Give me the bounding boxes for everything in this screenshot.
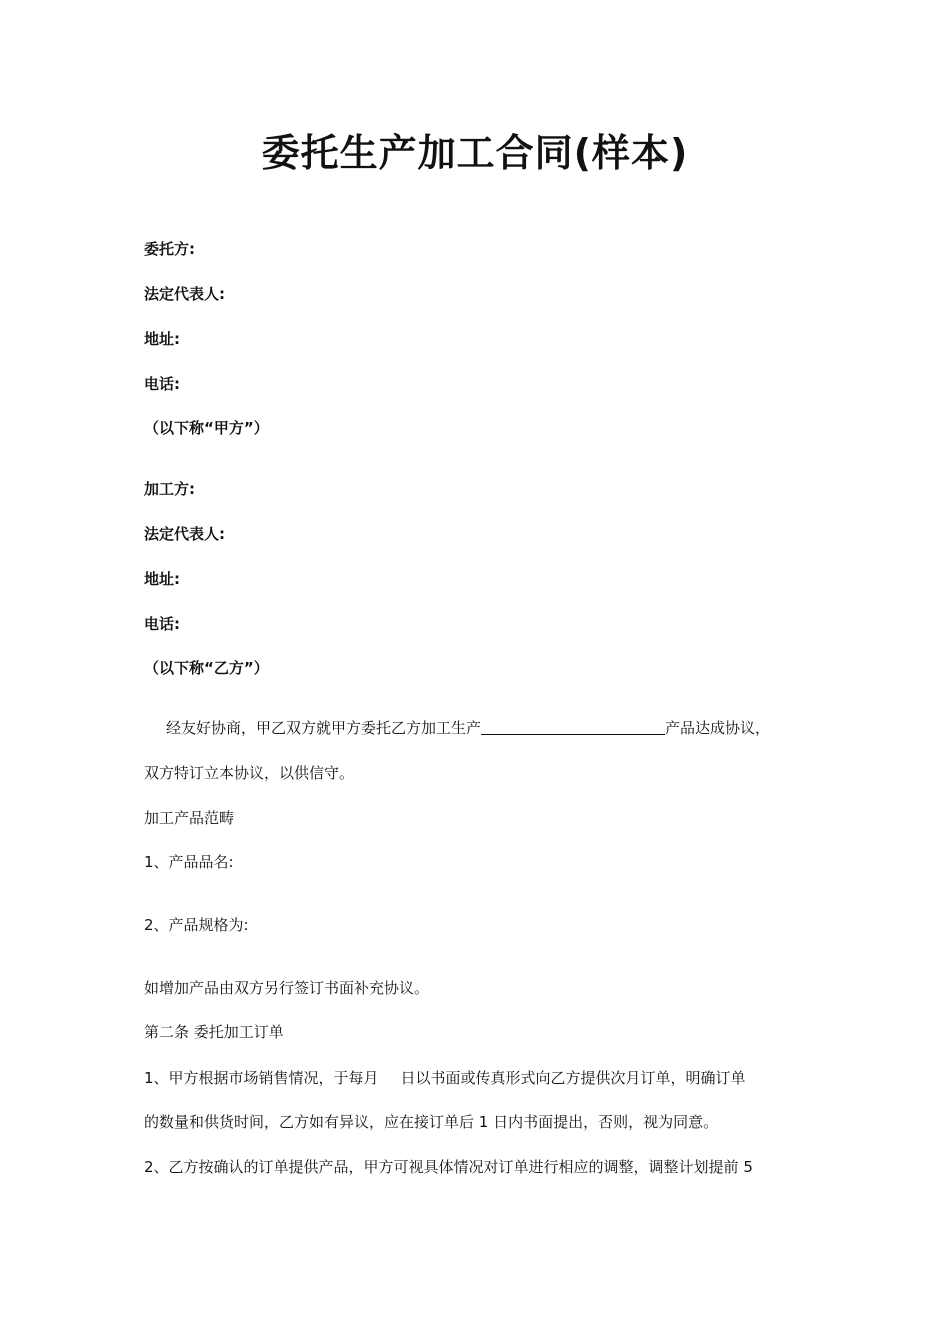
intro-line-2: 双方特订立本协议，以供信守。 [144,764,355,782]
party-a-address-label: 地址: [144,330,180,348]
section1-item-2: 2、产品规格为: [144,916,249,934]
party-b-phone-label: 电话: [144,615,180,633]
party-a-rep-label: 法定代表人: [144,285,225,303]
section1-heading: 加工产品范畴 [144,809,235,827]
section2-item-2: 2、乙方按确认的订单提供产品，甲方可视具体情况对订单进行相应的调整，调整计划提前 5 [144,1158,753,1176]
section2-item-1-part-b: 日以书面或传真形式向乙方提供次月订单，明确订单 [400,1069,746,1087]
party-b-address-label: 地址: [144,570,180,588]
product-blank-line [481,720,665,735]
section1-item-1: 1、产品品名: [144,853,234,871]
party-b-name-label: 加工方: [144,480,195,498]
section1-note: 如增加产品由双方另行签订书面补充协议。 [144,979,430,997]
party-b-alias: （以下称“乙方”） [144,659,269,677]
party-b-rep-label: 法定代表人: [144,525,225,543]
intro-text-after-blank: 产品达成协议， [665,719,771,737]
section2-item-1-part-a: 1、甲方根据市场销售情况，于每月 [144,1069,379,1087]
intro-text-before-blank: 经友好协商，甲乙双方就甲方委托乙方加工生产 [166,719,482,737]
section2-item-1-line-2: 的数量和供货时间，乙方如有异议，应在接订单后 1 日内书面提出，否则，视为同意。 [144,1113,719,1131]
party-a-alias: （以下称“甲方”） [144,419,269,437]
party-a-phone-label: 电话: [144,375,180,393]
section2-heading: 第二条 委托加工订单 [144,1023,284,1041]
party-a-name-label: 委托方: [144,240,195,258]
section2-item-1 [144,1067,746,1088]
page-title: 委托生产加工合同(样本) [261,131,689,175]
intro-paragraph [144,717,770,738]
